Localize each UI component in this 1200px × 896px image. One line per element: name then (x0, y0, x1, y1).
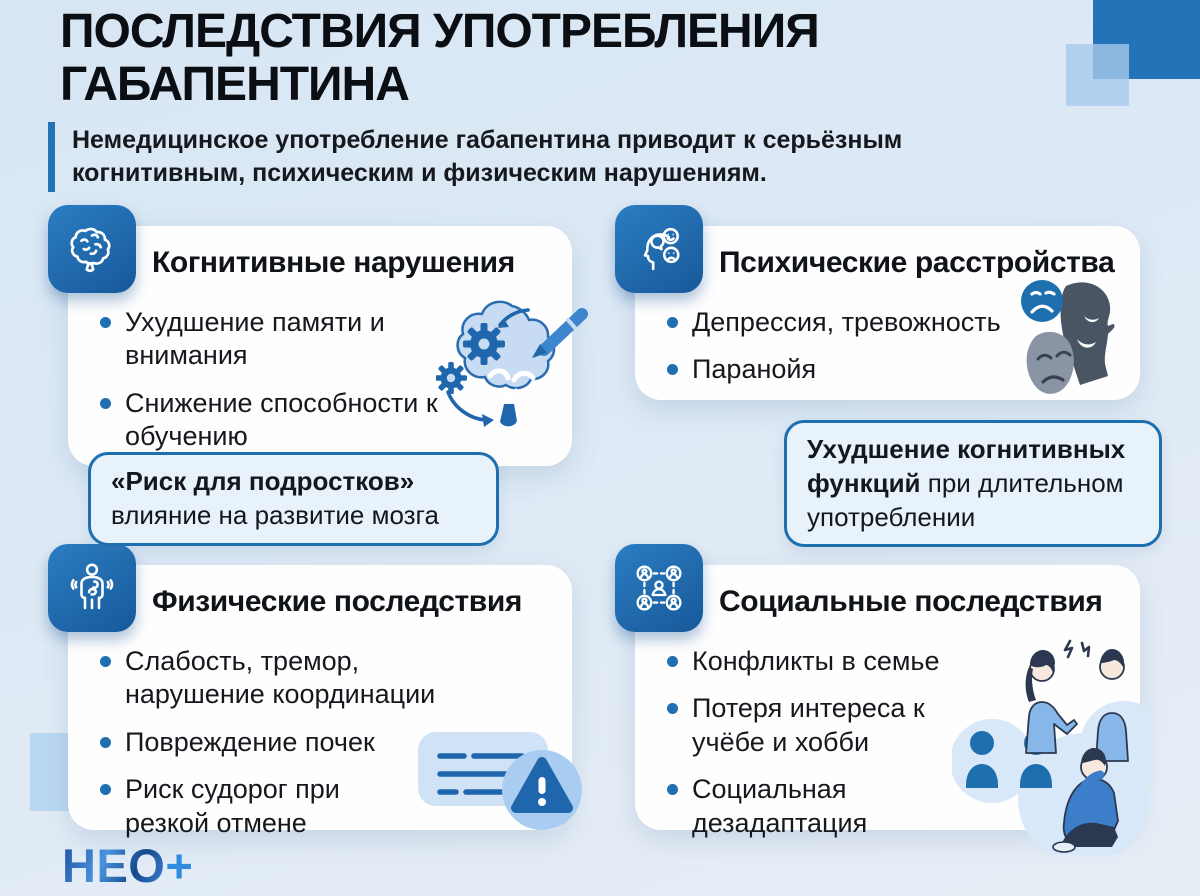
callout-text: влияние на развитие мозга (111, 499, 439, 530)
page-subtitle: Немедицинское употребление габапентина приводит к серьёзным когнитивным, психическим и физическим нарушениям. (48, 122, 1002, 192)
pencil-icon (544, 314, 582, 350)
bullet-dot (667, 784, 678, 795)
bullet-dot (667, 656, 678, 667)
card-header (68, 565, 572, 639)
logo-plus: + (165, 839, 194, 892)
head-emotions-icon (631, 221, 687, 277)
bullet-dot (667, 364, 678, 375)
bullet-text: Конфликты в семье (692, 646, 940, 676)
icon-tile (48, 205, 136, 293)
card-cognitive (68, 226, 572, 466)
bullet-dot (100, 737, 111, 748)
family-conflict-illustration (952, 603, 1154, 855)
logo-text: НЕО (62, 839, 166, 892)
bullet-text: Потеря интереса к учёбе и хобби (692, 693, 925, 757)
bullet-text: Социальная дезадаптация (692, 774, 868, 838)
card-social (635, 565, 1140, 838)
warning-document-illustration (416, 726, 588, 838)
cognitive-decline-callout (784, 420, 1162, 547)
people-network-icon (631, 560, 687, 616)
callout-bold-text: Ухудшение когнитивных функций (807, 434, 1126, 498)
teen-risk-callout (88, 452, 499, 546)
icon-tile (48, 544, 136, 632)
card-physical (68, 565, 572, 838)
brain-icon (64, 221, 120, 277)
decor-square-light-top-right (1066, 44, 1129, 106)
bullet-dot (667, 703, 678, 714)
card-title: Психические расстройства (719, 246, 1115, 279)
card-mental (635, 226, 1140, 400)
bullet-dot (100, 784, 111, 795)
gear-icon (463, 323, 505, 365)
sad-masks-illustration (1008, 276, 1146, 428)
brain-gears-illustration (436, 288, 588, 440)
body-organs-icon (64, 560, 120, 616)
bullet-dot (100, 656, 111, 667)
bullet-text: Ухудшение памяти и внимания (125, 307, 385, 371)
bullet-dot (100, 398, 111, 409)
bullet-dot (667, 317, 678, 328)
callout-text: при длительном употреблении (807, 467, 1124, 532)
page-title (60, 6, 819, 112)
list-item (100, 645, 572, 712)
bullet-text: Паранойя (692, 354, 817, 385)
neo-plus-logo (62, 838, 193, 893)
callout-bold-text: «Риск для подростков» (111, 466, 415, 496)
bullet-dot (100, 317, 111, 328)
page-title-line2: ГАБАПЕНТИНА (60, 57, 409, 111)
icon-tile (615, 544, 703, 632)
card-title: Когнитивные нарушения (152, 246, 515, 279)
gear-icon (436, 362, 467, 394)
bullet-text: Повреждение почек (125, 726, 375, 757)
card-title: Физические последствия (152, 585, 522, 618)
bullet-text: Риск судорог при резкой отмене (125, 774, 340, 838)
bullet-text: Депрессия, тревожность (692, 307, 1001, 337)
bullet-text: Снижение способности к обучению (125, 387, 438, 452)
icon-tile (615, 205, 703, 293)
page-title-line1: ПОСЛЕДСТВИЯ УПОТРЕБЛЕНИЯ (60, 5, 819, 58)
card-title: Социальные последствия (719, 585, 1103, 618)
bullet-text: Слабость, тремор, нарушение координации (125, 646, 436, 710)
